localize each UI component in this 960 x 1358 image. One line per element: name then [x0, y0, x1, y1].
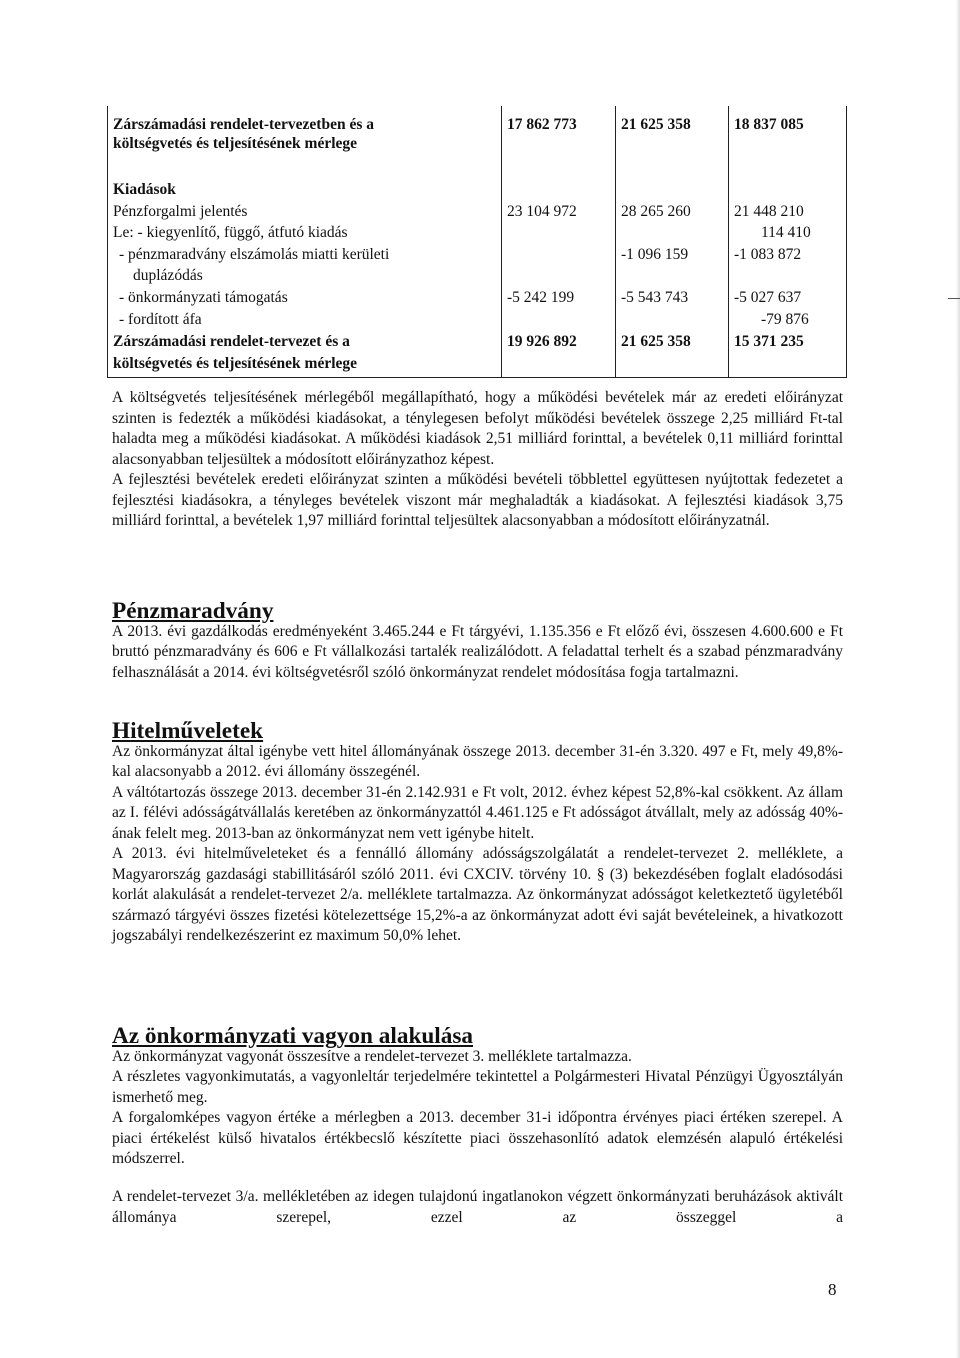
paragraph: A költségvetés teljesítésének mérlegéből megállapítható, hogy a működési bevételek már az eredeti előirányzat szinten is fedezték a működési kiadásokat, a ténylegesen befolyt működési bevételek összege 2,25 milliárd Ft-tal haladta meg a működési kiadásokat. A működési kiadások 2,51 milliárd forinttal, a bevételek 0,11 milliárd forinttal alacsonyabban teljesültek a módosított előirányzathoz képest.: [112, 389, 843, 468]
table-border-left: [107, 106, 108, 378]
section-heading: Pénzmaradvány: [112, 598, 274, 624]
section-heading: Az önkormányzati vagyon alakulása: [112, 1023, 474, 1049]
value-col3: -5 027 637: [734, 289, 802, 306]
table-border-col3: [728, 106, 729, 378]
paragraph: A váltótartozás összege 2013. december 31-én 2.142.931 e Ft volt, 2012. évhez képest 52,8%-kal csökkent. Az állam az I. félévi adósságátvállalás keretében az önkormányzattól 4.461.125 e Ft adósságot átvállalt, mely az adósság 40%-ának felelt meg. 2013-ban az önkormányzat nem vett igénybe hitelt.: [112, 783, 843, 842]
value-col3: -1 083 872: [734, 246, 802, 263]
row-label: - önkormányzati támogatás: [119, 289, 288, 306]
hitel-section: [112, 718, 843, 947]
row-label: Zárszámadási rendelet-tervezetben és a: [113, 116, 374, 133]
paragraph: A 2013. évi hitelműveleteket és a fennálló állomány adósságszolgálatát a rendelet-tervezet 2. melléklete, a Magyarország gazdasági stabillitásáról szóló 2011. évi CXCIV. törvény 10. § (3) bekezdésében foglalt eladósodási korlát alakulását a rendelet-tervezet 2/a. melléklete tartalmazza. Az önkormányzat adósságot keletkeztető ügyletéből származó tárgyévi összes fizetési kötelezettsége 15,2%-a az önkormányzat adott évi saját bevételeinek, a hivatkozott jogszabályi rendelkezészerint ez maximum 50,0% lehet.: [112, 845, 843, 944]
table-border-right: [846, 106, 847, 378]
closing-section: [112, 1187, 843, 1228]
table-border-col1: [501, 106, 502, 378]
paragraph: A forgalomképes vagyon értéke a mérlegben a 2013. december 31-i időpontra érvényes piaci értéken szerepel. A piaci értékelést külső hivatalos értékbecslő készítette piaci összehasonlító adatok elemzésén alapuló értékelési módszerrel.: [112, 1109, 843, 1167]
row-label: - pénzmaradvány elszámolás miatti kerületi: [119, 246, 390, 263]
row-label: - fordított áfa: [119, 311, 202, 328]
value-col2: 21 625 358: [621, 116, 691, 133]
value-col2: -1 096 159: [621, 246, 689, 263]
value-col1: 19 926 892: [507, 333, 577, 350]
row-label: Kiadások: [113, 181, 176, 198]
value-col1: 17 862 773: [507, 116, 577, 133]
row-label: költségvetés és teljesítésének mérlege: [113, 135, 358, 152]
table-border-col2: [615, 106, 616, 378]
value-col1: -5 242 199: [507, 289, 575, 306]
penzmaradvany-section: [112, 598, 843, 683]
value-col3: 21 448 210: [734, 203, 804, 220]
margin-mark: [948, 298, 960, 299]
value-col3: 114 410: [761, 224, 811, 241]
section-heading: Hitelműveletek: [112, 718, 264, 744]
paragraph: Az önkormányzat vagyonát összesítve a rendelet-tervezet 3. melléklete tartalmazza.: [112, 1047, 632, 1065]
row-label: duplázódás: [133, 267, 203, 284]
row-label: költségvetés és teljesítésének mérlege: [113, 355, 358, 372]
scan-edge: [956, 0, 960, 1358]
table-border-bottom: [107, 377, 847, 378]
value-col2: -5 543 743: [621, 289, 689, 306]
paragraph: A részletes vagyonkimutatás, a vagyonleltár terjedelmére tekintettel a Polgármesteri Hivatal Pénzügyi Ügyosztályán ismerhető meg.: [112, 1068, 843, 1106]
value-col3: 15 371 235: [734, 333, 804, 350]
value-col3: 18 837 085: [734, 116, 804, 133]
paragraph: A fejlesztési bevételek eredeti előirányzat szinten a működési bevételi többlettel együttesen nyújtottak fedezetet a fejlesztési kiadásokra, a tényleges bevételek viszont már meghaladták a kiadásokat. A fejlesztési kiadások 3,75 milliárd forinttal, a bevételek 1,97 milliárd forinttal teljesültek alacsonyabban a módosított előirányzatnál.: [112, 471, 843, 529]
paragraph: A rendelet-tervezet 3/a. mellékletében az idegen tulajdonú ingatlanokon végzett önkormányzati beruházások aktivált állománya szerepel, ezzel az összeggel a: [112, 1188, 843, 1226]
value-col2: 28 265 260: [621, 203, 691, 220]
value-col3: -79 876: [761, 311, 809, 328]
financial-table: [107, 106, 847, 378]
value-col2: 21 625 358: [621, 333, 691, 350]
vagyon-section: [112, 1023, 843, 1170]
paragraph: Az önkormányzat által igénybe vett hitel állományának összege 2013. december 31-én 3.320. 497 e Ft, mely 49,8%-kal alacsonyabb a 2012. évi állomány összegénél.: [112, 742, 843, 780]
intro-section: [112, 388, 843, 532]
row-label: Zárszámadási rendelet-tervezet és a: [113, 333, 350, 350]
value-col1: 23 104 972: [507, 203, 577, 220]
paragraph: A 2013. évi gazdálkodás eredményeként 3.465.244 e Ft tárgyévi, 1.135.356 e Ft előző évi, összesen 4.600.600 e Ft bruttó pénzmaradvány és 606 e Ft vállalkozási tartalék realizálódott. A feladattal terhelt és a szabad pénzmaradvány felhasználását a 2014. évi költségvetésről szóló önkormányzat rendelet módosítása fogja tartalmazni.: [112, 622, 843, 681]
row-label: Pénzforgalmi jelentés: [113, 203, 248, 220]
page-number: 8: [828, 1280, 837, 1299]
row-label: Le: - kiegyenlítő, függő, átfutó kiadás: [113, 224, 348, 241]
